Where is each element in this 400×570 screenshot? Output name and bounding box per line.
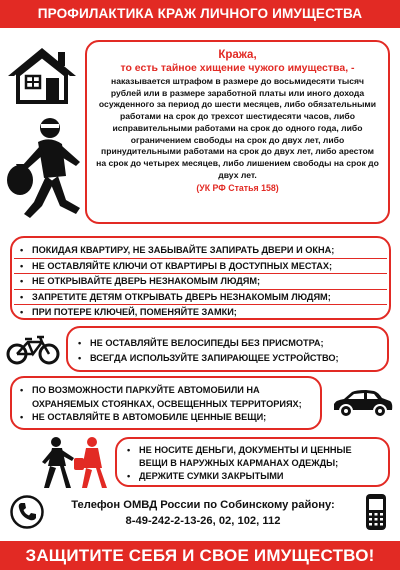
list-item: • НЕ ОСТАВЛЯЙТЕ КЛЮЧИ ОТ КВАРТИРЫ В ДОСТУПНЫХ МЕСТАХ;	[20, 259, 381, 274]
list-item: • ДЕРЖИТЕ СУМКИ ЗАКРЫТЫМИ	[127, 470, 380, 483]
law-subtitle: то есть тайное хищение чужого имущества, -	[120, 62, 355, 74]
contact-label: Телефон ОМВД России по Собинскому району:	[71, 499, 335, 511]
house-icon	[6, 46, 78, 104]
law-title: Кража,	[218, 49, 257, 61]
law-text: наказывается штрафом в размере до восьмидесяти тысяч рублей или в размере заработной платы или иного дохода осужденного за период до шести месяцев, либо обязательными работами на срок до трехсот шестидесяти часов, либо исправительными работами на срок до одного года, либо ограничением свободы на срок до двух лет, либо принудительными работами на срок до двух лет, либо арестом на срок до четырех месяцев, либо лишением свободы на срок до двух лет.	[96, 76, 379, 180]
bicycle-icon	[6, 334, 60, 366]
list-item: • НЕ ОСТАВЛЯЙТЕ ВЕЛОСИПЕДЫ БЕЗ ПРИСМОТРА;	[78, 336, 377, 351]
footer-banner	[0, 541, 400, 570]
car-tips-box	[10, 376, 322, 430]
list-item: • НЕ ОСТАВЛЯЙТЕ В АВТОМОБИЛЕ ЦЕННЫЕ ВЕЩИ;	[20, 411, 310, 425]
list-item: • НЕ НОСИТЕ ДЕНЬГИ, ДОКУМЕНТЫ И ЦЕННЫЕ ВЕЩИ В НАРУЖНЫХ КАРМАНАХ ОДЕЖДЫ;	[127, 444, 380, 470]
mobile-phone-icon	[363, 493, 389, 531]
contact-text	[48, 497, 358, 529]
bicycle-tips-box	[66, 326, 389, 372]
contact-section	[6, 491, 394, 537]
law-box	[85, 40, 390, 224]
law-reference: (УК РФ Статья 158)	[196, 183, 279, 194]
thief-icon	[4, 116, 86, 228]
bag-tips-box	[115, 437, 390, 487]
pickpocket-icon	[36, 436, 110, 490]
home-tips-box	[10, 236, 391, 320]
phone-icon	[10, 495, 44, 529]
car-icon	[330, 388, 394, 420]
list-item: • ПРИ ПОТЕРЕ КЛЮЧЕЙ, ПОМЕНЯЙТЕ ЗАМКИ;	[20, 305, 381, 320]
header-banner	[0, 0, 400, 28]
list-item: • ПО ВОЗМОЖНОСТИ ПАРКУЙТЕ АВТОМОБИЛИ НА ОХРАНЯЕМЫХ СТОЯНКАХ, ОСВЕЩЕННЫХ ТЕРРИТОРИЯХ;	[20, 384, 310, 411]
list-item: • ЗАПРЕТИТЕ ДЕТЯМ ОТКРЫВАТЬ ДВЕРЬ НЕЗНАКОМЫМ ЛЮДЯМ;	[20, 290, 381, 305]
poster-title: ПРОФИЛАКТИКА КРАЖ ЛИЧНОГО ИМУЩЕСТВА	[37, 6, 363, 21]
list-item: • ПОКИДАЯ КВАРТИРУ, НЕ ЗАБЫВАЙТЕ ЗАПИРАТЬ ДВЕРИ И ОКНА;	[20, 243, 381, 258]
list-item: • НЕ ОТКРЫВАЙТЕ ДВЕРЬ НЕЗНАКОМЫМ ЛЮДЯМ;	[20, 274, 381, 289]
footer-slogan: ЗАЩИТИТЕ СЕБЯ И СВОЕ ИМУЩЕСТВО!	[25, 546, 375, 565]
list-item: • ВСЕГДА ИСПОЛЬЗУЙТЕ ЗАПИРАЮЩЕЕ УСТРОЙСТВО;	[78, 351, 377, 366]
contact-numbers: 8-49-242-2-13-26, 02, 102, 112	[125, 515, 281, 527]
